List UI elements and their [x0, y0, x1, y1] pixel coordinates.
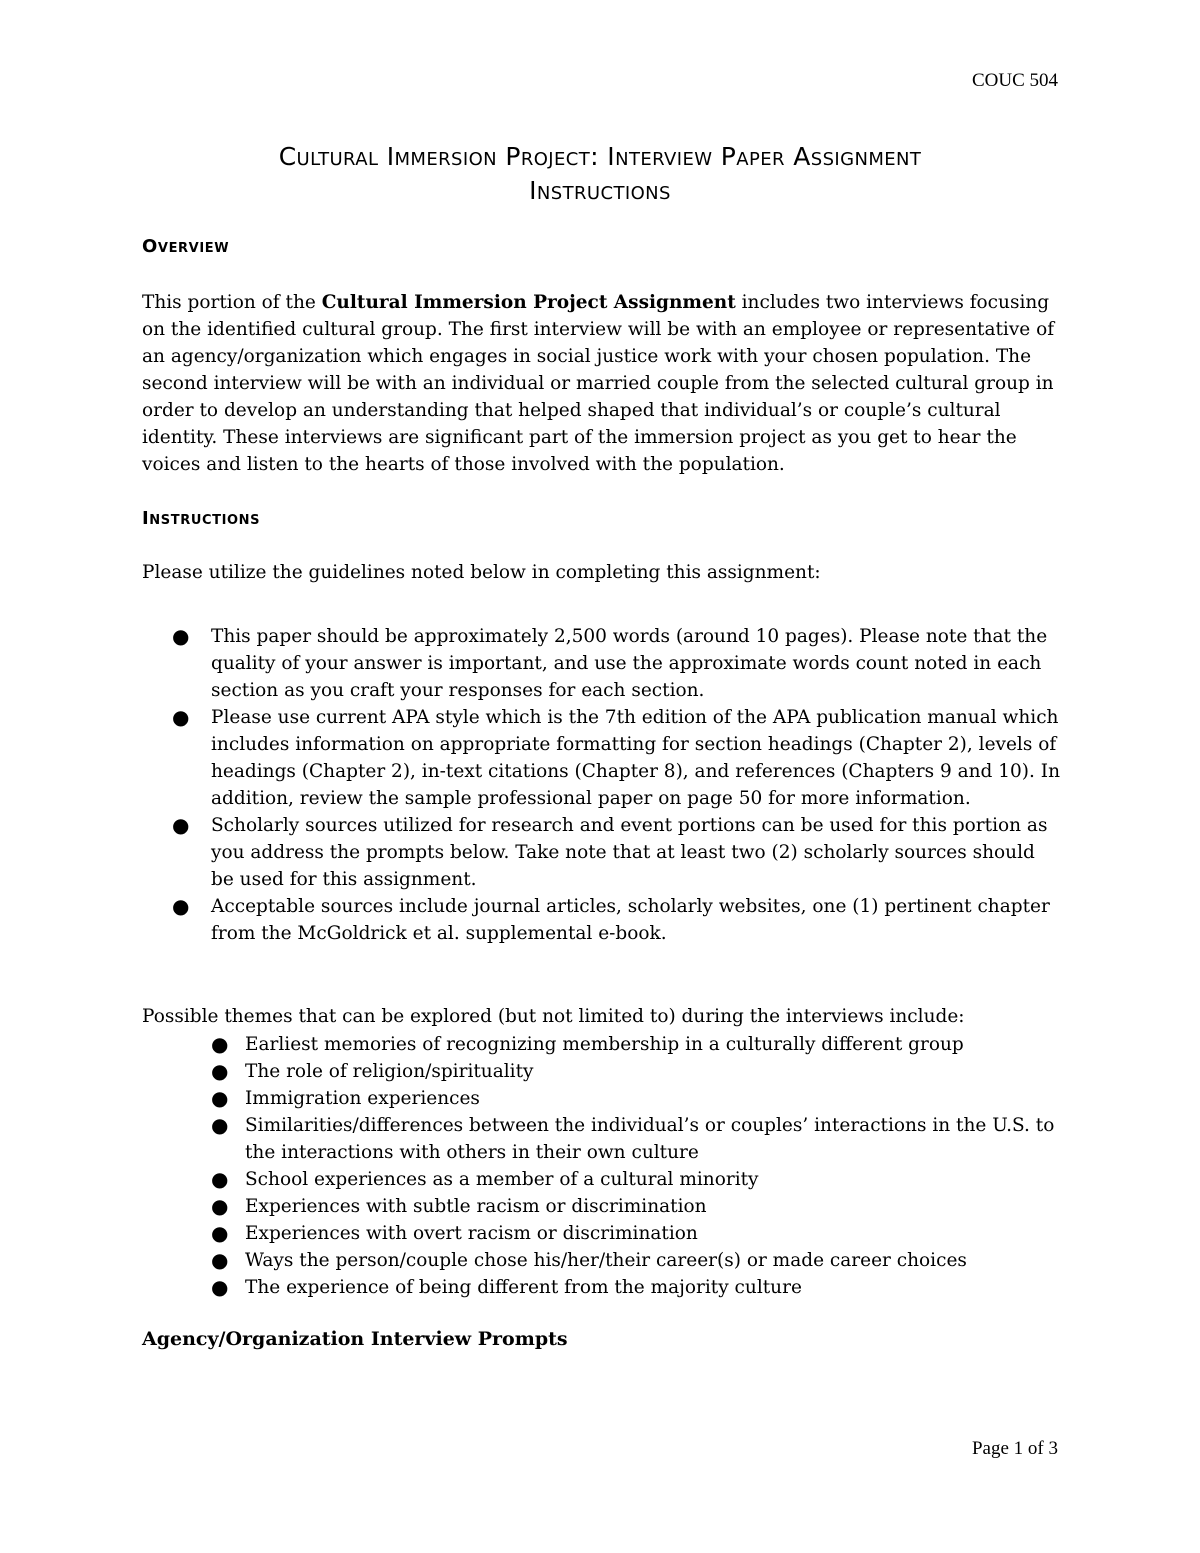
instructions-heading: Instructions [142, 508, 261, 529]
list-item [211, 1112, 1065, 1166]
bullet-icon: ● [211, 1167, 229, 1191]
overview-intro-bold: Cultural Immersion Project Assignment [321, 292, 736, 313]
list-item [211, 1247, 1065, 1274]
overview-intro-before: This portion of the [142, 292, 322, 313]
instructions-intro: Please utilize the guidelines noted below in completing this assignment: [142, 562, 821, 583]
list-item [211, 1085, 1065, 1112]
guidelines-list [172, 623, 1061, 947]
bullet-icon: ● [211, 1221, 229, 1245]
bullet-icon: ● [172, 813, 190, 837]
bullet-icon: ● [211, 1086, 229, 1110]
bullet-icon: ● [172, 705, 190, 729]
guideline-text: Scholarly sources utilized for research and event portions can be used for this portion as you address the prompts below. Take note that at least two (2) scholarly sources should be used for this assignment. [211, 815, 1048, 890]
theme-text: The experience of being different from the majority culture [245, 1277, 802, 1298]
bullet-icon: ● [211, 1248, 229, 1272]
list-item [211, 1058, 1065, 1085]
overview-paragraph [142, 289, 1062, 478]
theme-text: Experiences with subtle racism or discrimination [245, 1196, 707, 1217]
bullet-icon: ● [172, 624, 190, 648]
bullet-icon: ● [211, 1113, 229, 1137]
theme-text: School experiences as a member of a cultural minority [245, 1169, 759, 1190]
theme-text: The role of religion/spirituality [245, 1061, 534, 1082]
title-line-1: Cultural Immersion Project: Interview Paper Assignment [278, 142, 922, 171]
agency-interview-heading: Agency/Organization Interview Prompts [142, 1328, 568, 1350]
list-item [211, 1166, 1065, 1193]
list-item [211, 1031, 1065, 1058]
guideline-text: This paper should be approximately 2,500 words (around 10 pages). Please note that the quality of your answer is important, and use the approximate words count noted in each section as you craft your responses for each section. [211, 626, 1048, 701]
overview-intro-after: includes two interviews focusing on the identified cultural group. The first interview will be with an employee or representative of an agency/organization which engages in social justice work with your chosen population. The second interview will be with an individual or married couple from the selected cultural group in order to develop an understanding that helped shaped that individual’s or couple’s cultural identity. These interviews are significant part of the immersion project as you get to hear the voices and listen to the hearts of those involved with the population. [142, 292, 1055, 475]
list-item [211, 1220, 1065, 1247]
theme-text: Experiences with overt racism or discrimination [245, 1223, 698, 1244]
list-item [172, 704, 1061, 812]
list-item [211, 1193, 1065, 1220]
bullet-icon: ● [211, 1194, 229, 1218]
bullet-icon: ● [211, 1032, 229, 1056]
list-item [172, 893, 1061, 947]
bullet-icon: ● [172, 894, 190, 918]
bullet-icon: ● [211, 1275, 229, 1299]
theme-text: Earliest memories of recognizing membership in a culturally different group [245, 1034, 964, 1055]
themes-list [211, 1031, 1065, 1301]
themes-intro: Possible themes that can be explored (but not limited to) during the interviews include: [142, 1006, 965, 1027]
guideline-text: Please use current APA style which is the 7th edition of the APA publication manual which includes information on appropriate formatting for section headings (Chapter 2), levels of headings (Chapter 2), in-text citations (Chapter 8), and references (Chapters 9 and 10). In addition, review the sample professional paper on page 50 for more information. [211, 707, 1061, 809]
overview-heading: Overview [142, 236, 230, 257]
list-item [211, 1274, 1065, 1301]
theme-text: Similarities/differences between the individual’s or couples’ interactions in the U.S. to the interactions with others in their own culture [245, 1115, 1055, 1163]
course-code: COUC 504 [971, 70, 1058, 91]
list-item [172, 623, 1061, 704]
guideline-text: Acceptable sources include journal articles, scholarly websites, one (1) pertinent chapter from the McGoldrick et al. supplemental e-book. [211, 896, 1050, 944]
theme-text: Ways the person/couple chose his/her/their career(s) or made career choices [245, 1250, 967, 1271]
list-item [172, 812, 1061, 893]
bullet-icon: ● [211, 1059, 229, 1083]
title-line-2: Instructions [529, 176, 671, 205]
document-title [140, 140, 1060, 208]
page-number: Page 1 of 3 [971, 1438, 1058, 1459]
theme-text: Immigration experiences [245, 1088, 480, 1109]
